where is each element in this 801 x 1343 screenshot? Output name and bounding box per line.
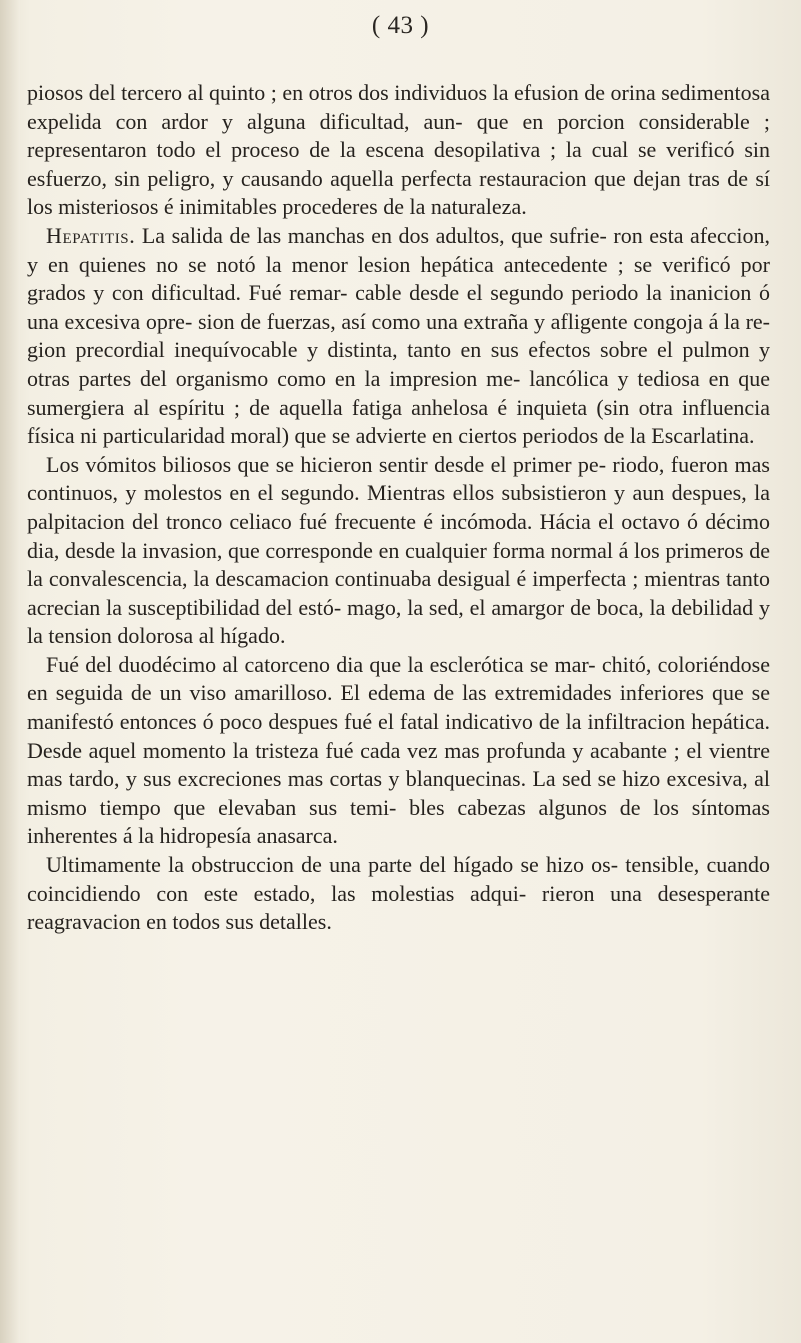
paragraph-5-text: Ultimamente la obstruccion de una parte del hígado se hizo os- tensible, cuando coincidiendo con este estado, las molestias adqui- rieron una desesperante reagravacion en todos sus detalles. [27,852,770,935]
paragraph-3-text: Los vómitos biliosos que se hicieron sentir desde el primer pe- riodo, fueron mas continuos, y molestos en el segundo. Mientras ellos subsistieron y aun despues, la palpitacion del tronco celiaco fué frecuente é incómoda. Hácia el octavo ó décimo dia, desde la invasion, que corresponde en cualquier forma normal á los primeros de la convalescencia, la descamacion continuaba desigual é imperfecta ; mientras tanto acrecian la susceptibilidad del estó- mago, la sed, el amargor de boca, la debilidad y la tension dolorosa al hígado. [27,451,770,649]
paragraph-2-text: La salida de las manchas en dos adultos, que sufrie- ron esta afeccion, y en quienes no se notó la menor lesion hepática antecedente ; se verificó por grados y con dificultad. Fué remar- cable desde el segundo periodo la inanicion ó una excesiva opre- sion de fuerzas, así como una extraña y afligente congoja á la re- gion precordial inequívocable y distinta, tanto en sus efectos sobre el pulmon y otras partes del organismo como en la impresion me- lancólica y tediosa en que sumergiera al espíritu ; de aquella fatiga anhelosa é inquieta (sin otra influencia física ni particularidad moral) que se advierte en ciertos periodos de la Escarlatina. [27,222,770,449]
page-number: ( 43 ) [371,12,430,39]
paragraph-1 [27,79,770,222]
section-heading-hepatitis: Hepatitis. [46,222,136,248]
paragraph-4-text: Fué del duodécimo al catorceno dia que la esclerótica se mar- chitó, coloriéndose en seguida de un viso amarilloso. El edema de las extremidades inferiores que se manifestó entonces ó poco despues fué el fatal indicativo de la infiltracion hepática. Desde aquel momento la tristeza fué cada vez mas profunda y acabante ; el vientre mas tardo, y sus excreciones mas cortas y blanquecinas. La sed se hizo excesiva, al mismo tiempo que elevaban sus temi- bles cabezas algunos de los síntomas inherentes á la hidropesía anasarca. [27,651,770,849]
paragraph-2 [27,222,770,451]
paragraph-5 [27,851,770,937]
body-text [27,79,770,937]
page-gutter [0,0,20,1343]
paragraph-1-text: piosos del tercero al quinto ; en otros dos individuos la efusion de orina sedimentosa expelida con ardor y alguna dificultad, aun- que en porcion considerable ; representaron todo el proceso de la escena desopilativa ; la cual se verificó sin esfuerzo, sin peligro, y causando aquella perfecta restauracion que dejan tras de sí los misteriosos é inimitables procederes de la naturaleza. [27,80,770,220]
paragraph-4 [27,651,770,851]
paragraph-3 [27,451,770,651]
